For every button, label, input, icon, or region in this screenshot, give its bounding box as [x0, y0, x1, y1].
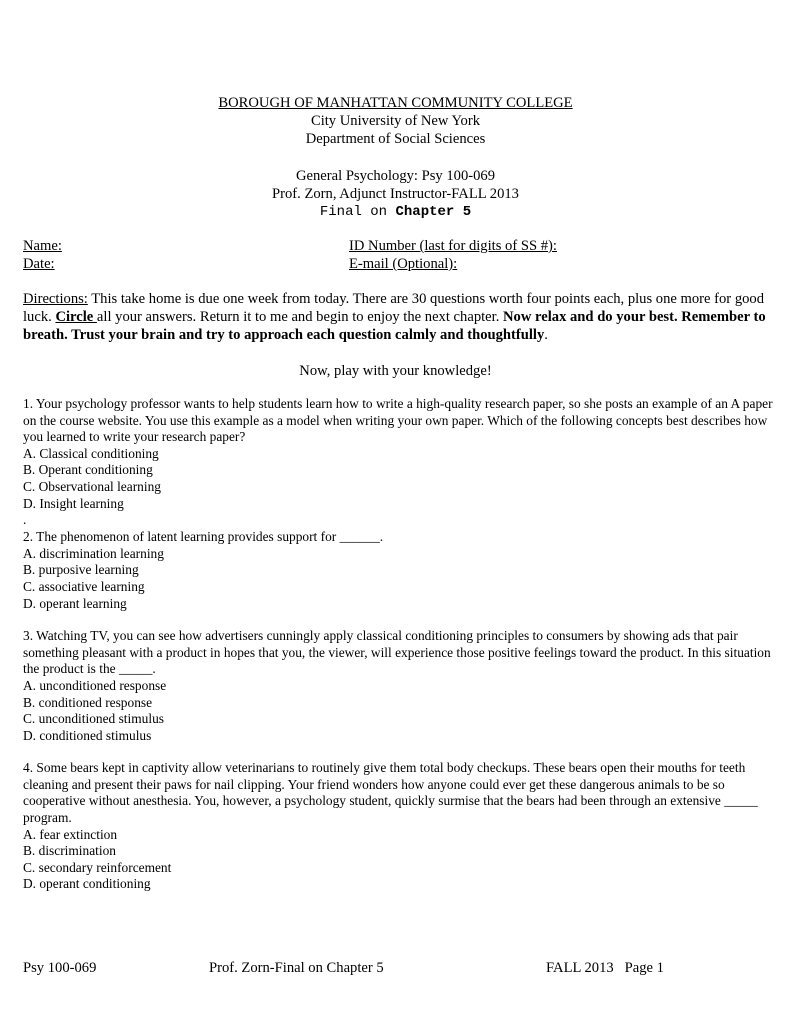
stray-period: . — [23, 512, 27, 528]
page-footer — [0, 959, 791, 977]
play-line: Now, play with your knowledge! — [299, 363, 492, 379]
id-number-label: ID Number (last for digits of SS #): — [349, 238, 557, 254]
directions-label: Directions: — [23, 291, 88, 307]
question-stem: 1. Your psychology professor wants to help students learn how to write a high-quality research paper, so she posts an example of an A paper on the course website. You use this example as a model when writing your own paper. Which of the following concepts best describes how you learned to write your research paper? — [23, 396, 773, 445]
question-3 — [23, 628, 773, 744]
answer-option[interactable]: A. discrimination learning — [23, 545, 164, 561]
directions-circle: Circle — [55, 309, 97, 325]
department-name: Department of Social Sciences — [305, 131, 486, 147]
header-spacer — [0, 148, 791, 167]
answer-option[interactable]: D. operant learning — [23, 595, 127, 611]
email-label: E-mail (Optional): — [349, 256, 458, 272]
question-4 — [23, 760, 773, 893]
answer-option[interactable]: C. associative learning — [23, 578, 145, 594]
answer-option[interactable]: C. unconditioned stimulus — [23, 711, 164, 727]
exam-chapter: Chapter 5 — [395, 204, 472, 220]
answer-option[interactable]: A. unconditioned response — [23, 677, 167, 693]
name-label: Name: — [23, 238, 62, 254]
answer-option[interactable]: A. Classical conditioning — [23, 445, 159, 461]
footer-title: Prof. Zorn-Final on Chapter 5 — [209, 960, 384, 976]
date-label: Date: — [23, 256, 55, 272]
question-list — [23, 396, 773, 893]
exam-title — [0, 203, 791, 221]
question-2 — [23, 529, 773, 612]
instructor-line: Prof. Zorn, Adjunct Instructor-FALL 2013 — [272, 186, 519, 202]
directions-text-1: This take home is due one week from today. There are 30 questions worth four points each, plus one more for good luck. — [23, 291, 765, 325]
footer-course: Psy 100-069 — [23, 960, 97, 976]
answer-option[interactable]: B. conditioned response — [23, 694, 153, 710]
directions-text-2: all your answers. Return it to me and begin to enjoy the next chapter. — [96, 309, 503, 325]
answer-option[interactable]: B. discrimination — [23, 843, 116, 859]
directions-end: . — [544, 327, 548, 343]
answer-option[interactable]: C. secondary reinforcement — [23, 859, 172, 875]
footer-page-number: FALL 2013 Page 1 — [546, 960, 664, 976]
question-stem: 2. The phenomenon of latent learning provides support for ______. — [23, 529, 384, 545]
college-name: BOROUGH OF MANHATTAN COMMUNITY COLLEGE — [218, 95, 573, 111]
answer-option[interactable]: A. fear extinction — [23, 826, 118, 842]
answer-option[interactable]: D. conditioned stimulus — [23, 727, 152, 743]
directions-paragraph — [23, 290, 771, 344]
answer-option[interactable]: C. Observational learning — [23, 478, 161, 494]
question-stem: 4. Some bears kept in captivity allow veterinarians to routinely give them total body checkups. These bears open their mouths for teeth cleaning and present their paws for nail clipping. Your friend wonders how anyone could ever get these dangerous animals to be so cooperative without anesthesia. You, however, a psychology student, quickly surmise that the bears had been through an extensive _____ program. — [23, 760, 758, 826]
exam-prefix: Final on — [319, 204, 396, 220]
student-info-fields — [23, 237, 763, 273]
university-name: City University of New York — [310, 113, 481, 129]
directions-bold: Now relax and do your best. Remember to breath. Trust your brain and try to approach each question calmly and thoughtfully — [23, 309, 766, 343]
course-title: General Psychology: Psy 100-069 — [295, 168, 496, 184]
document-header — [0, 94, 791, 221]
answer-option[interactable]: B. purposive learning — [23, 562, 139, 578]
question-stem: 3. Watching TV, you can see how advertisers cunningly apply classical conditioning principles to consumers by showing ads that pair something pleasant with a product in hopes that you, the viewer, will experience those positive feelings toward the product. In this situation the product is the _____. — [23, 628, 771, 677]
question-1 — [23, 396, 773, 529]
answer-option[interactable]: B. Operant conditioning — [23, 462, 153, 478]
answer-option[interactable]: D. Insight learning — [23, 495, 124, 511]
answer-option[interactable]: D. operant conditioning — [23, 876, 151, 892]
